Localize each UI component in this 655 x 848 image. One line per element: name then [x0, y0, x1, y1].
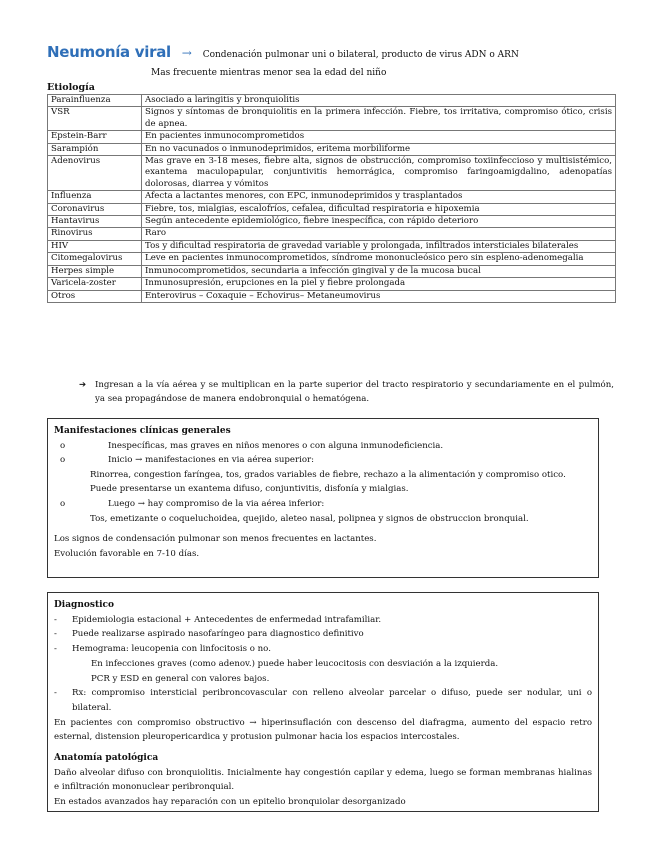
anatomia-text-2: En estados avanzados hay reparación con un epitelio bronquiolar desorganizado: [54, 797, 406, 808]
list-item: [54, 642, 592, 657]
virus-name: VSR: [48, 107, 142, 131]
manifestaciones-footer-2: Evolución favorable en 7-10 días.: [54, 548, 200, 559]
virus-description: Asociado a laringitis y bronquiolitis: [142, 95, 616, 107]
table-row: [48, 228, 616, 240]
virus-name: Otros: [48, 290, 142, 302]
virus-description: En pacientes inmunocomprometidos: [142, 131, 616, 143]
anatomia-text-1: Daño alveolar difuso con bronquiolitis. Inicialmente hay congestión capilar y edema, luego se forman membranas hialinas e infiltración mononuclear peribronquial.: [54, 767, 592, 793]
manifestaciones-footer-1: Los signos de condensación pulmonar son menos frecuentes en lactantes.: [54, 534, 377, 545]
subtitle-secondary: Mas frecuente mientras menor sea la edad del niño: [151, 68, 387, 78]
manifestaciones-box: [47, 418, 599, 578]
table-row: [48, 216, 616, 228]
virus-name: Varicela-zoster: [48, 278, 142, 290]
virus-description: Inmunosupresión, erupciones en la piel y fiebre prolongada: [142, 278, 616, 290]
virus-description: Enterovirus – Coxaquie – Echovirus– Metaneumovirus: [142, 290, 616, 302]
bullet-circle-icon: o: [60, 440, 66, 451]
arrow-bullet-icon: ➔: [79, 380, 87, 390]
table-row: [48, 191, 616, 203]
list-item-detail: En infecciones graves (como adenov.) puede haber leucocitosis con desviación a la izquierda.: [91, 658, 499, 669]
virus-name: Parainfluenza: [48, 95, 142, 107]
diagnostico-heading: Diagnostico: [54, 600, 115, 610]
diagnostico-box: [47, 592, 599, 812]
table-row: [48, 156, 616, 191]
virus-description: Mas grave en 3-18 meses, fiebre alta, signos de obstrucción, compromiso toxiinfeccioso y multisistémico, exantema maculopapular, conjuntivitis hemorrágica, compromiso faringoamigdalino, adenopatías dolorosas, diarrea y vómitos: [142, 156, 616, 191]
virus-name: Rinovirus: [48, 228, 142, 240]
virus-description: En no vacunados o inmunodeprimidos, eritema morbiliforme: [142, 143, 616, 155]
manifestaciones-heading: Manifestaciones clínicas generales: [54, 426, 231, 436]
virus-description: Raro: [142, 228, 616, 240]
etiologia-heading: Etiología: [47, 82, 95, 93]
etiologia-table: [47, 94, 616, 303]
table-row: [48, 290, 616, 302]
dash-marker: -: [54, 644, 57, 655]
virus-description: Leve en pacientes inmunocomprometidos, síndrome mononucleósico pero sin espleno-adenomegalia: [142, 253, 616, 265]
page-title: Neumonía viral: [47, 43, 171, 61]
virus-description: Afecta a lactantes menores, con EPC, inmunodeprimidos y trasplantados: [142, 191, 616, 203]
virus-name: Sarampión: [48, 143, 142, 155]
table-row: [48, 278, 616, 290]
list-item-detail: Puede presentarse un exantema difuso, conjuntivitis, disfonía y mialgias.: [90, 484, 409, 495]
virus-name: Adenovirus: [48, 156, 142, 191]
list-item: [54, 497, 592, 512]
virus-description: Signos y síntomas de bronquiolitis en la primera infección. Fiebre, tos irritativa, compromiso ótico, crisis de apnea.: [142, 107, 616, 131]
virus-description: Según antecedente epidemiológico, fiebre inespecífica, con rápido deterioro: [142, 216, 616, 228]
anatomia-heading: Anatomía patológica: [54, 753, 159, 764]
virus-name: Epstein-Barr: [48, 131, 142, 143]
list-item-detail: Tos, emetizante o coqueluchoidea, quejido, aleteo nasal, polipnea y signos de obstruccion bronquial.: [90, 513, 529, 524]
virus-description: Inmunocomprometidos, secundaria a infección gingival y de la mucosa bucal: [142, 265, 616, 277]
subtitle: Condenación pulmonar uni o bilateral, producto de virus ADN o ARN: [202, 50, 519, 60]
table-row: [48, 240, 616, 252]
bullet-circle-icon: o: [60, 455, 66, 466]
table-row: [48, 203, 616, 215]
table-row: [48, 107, 616, 131]
list-item-text: Inicio → manifestaciones en via aérea superior:: [108, 455, 315, 466]
virus-name: Influenza: [48, 191, 142, 203]
title-row: [47, 43, 519, 61]
dash-marker: -: [54, 688, 57, 699]
arrow-icon: →: [181, 46, 192, 60]
list-item-detail: Rinorrea, congestion faríngea, tos, grados variables de fiebre, rechazo a la alimentación y compromiso otico.: [90, 469, 566, 480]
table-row: [48, 131, 616, 143]
list-item: [54, 686, 592, 715]
table-row: [48, 143, 616, 155]
virus-name: Citomegalovirus: [48, 253, 142, 265]
list-item: [54, 439, 592, 454]
list-item: [54, 453, 592, 468]
virus-description: Tos y dificultad respiratoria de gravedad variable y prolongada, infiltrados intersticiales bilaterales: [142, 240, 616, 252]
virus-name: Hantavirus: [48, 216, 142, 228]
list-item: [54, 627, 592, 642]
list-item-text: Inespecíficas, mas graves en niños menores o con alguna inmunodeficiencia.: [108, 440, 444, 451]
list-item-text: Epidemiologia estacional + Antecedentes de enfermedad intrafamiliar.: [72, 614, 382, 625]
transmission-note: [79, 379, 614, 406]
table-row: [48, 253, 616, 265]
list-item-detail: PCR y ESD en general con valores bajos.: [91, 673, 270, 684]
list-item-text: Hemograma: leucopenia con linfocitosis o no.: [72, 644, 271, 655]
virus-name: HIV: [48, 240, 142, 252]
diagnostico-footer: En pacientes con compromiso obstructivo → hiperinsuflación con descenso del diafragma, aumento del espacio retro esternal, distension pleuropericardica y protusion pulmonar hacia los espacios intercostales.: [54, 717, 592, 743]
virus-name: Herpes simple: [48, 265, 142, 277]
bullet-circle-icon: o: [60, 498, 66, 509]
dash-marker: -: [54, 629, 57, 640]
virus-description: Fiebre, tos, mialgias, escalofríos, cefalea, dificultad respiratoria e hipoxemia: [142, 203, 616, 215]
list-item: [54, 613, 592, 628]
table-row: [48, 95, 616, 107]
list-item-text: Luego → hay compromiso de la via aérea inferior:: [108, 498, 325, 509]
virus-name: Coronavirus: [48, 203, 142, 215]
dash-marker: -: [54, 614, 57, 625]
list-item-text: Puede realizarse aspirado nasofaríngeo para diagnostico definitivo: [72, 629, 364, 640]
list-item-text: Rx: compromiso intersticial peribroncovascular con relleno alveolar parcelar o difuso, puede ser nodular, uni o bilateral.: [72, 688, 592, 713]
table-row: [48, 265, 616, 277]
transmission-note-text: Ingresan a la vía aérea y se multiplican en la parte superior del tracto respiratorio y secundariamente en el pulmón, ya sea propagándose de manera endobronquial o hematógena.: [95, 380, 614, 404]
